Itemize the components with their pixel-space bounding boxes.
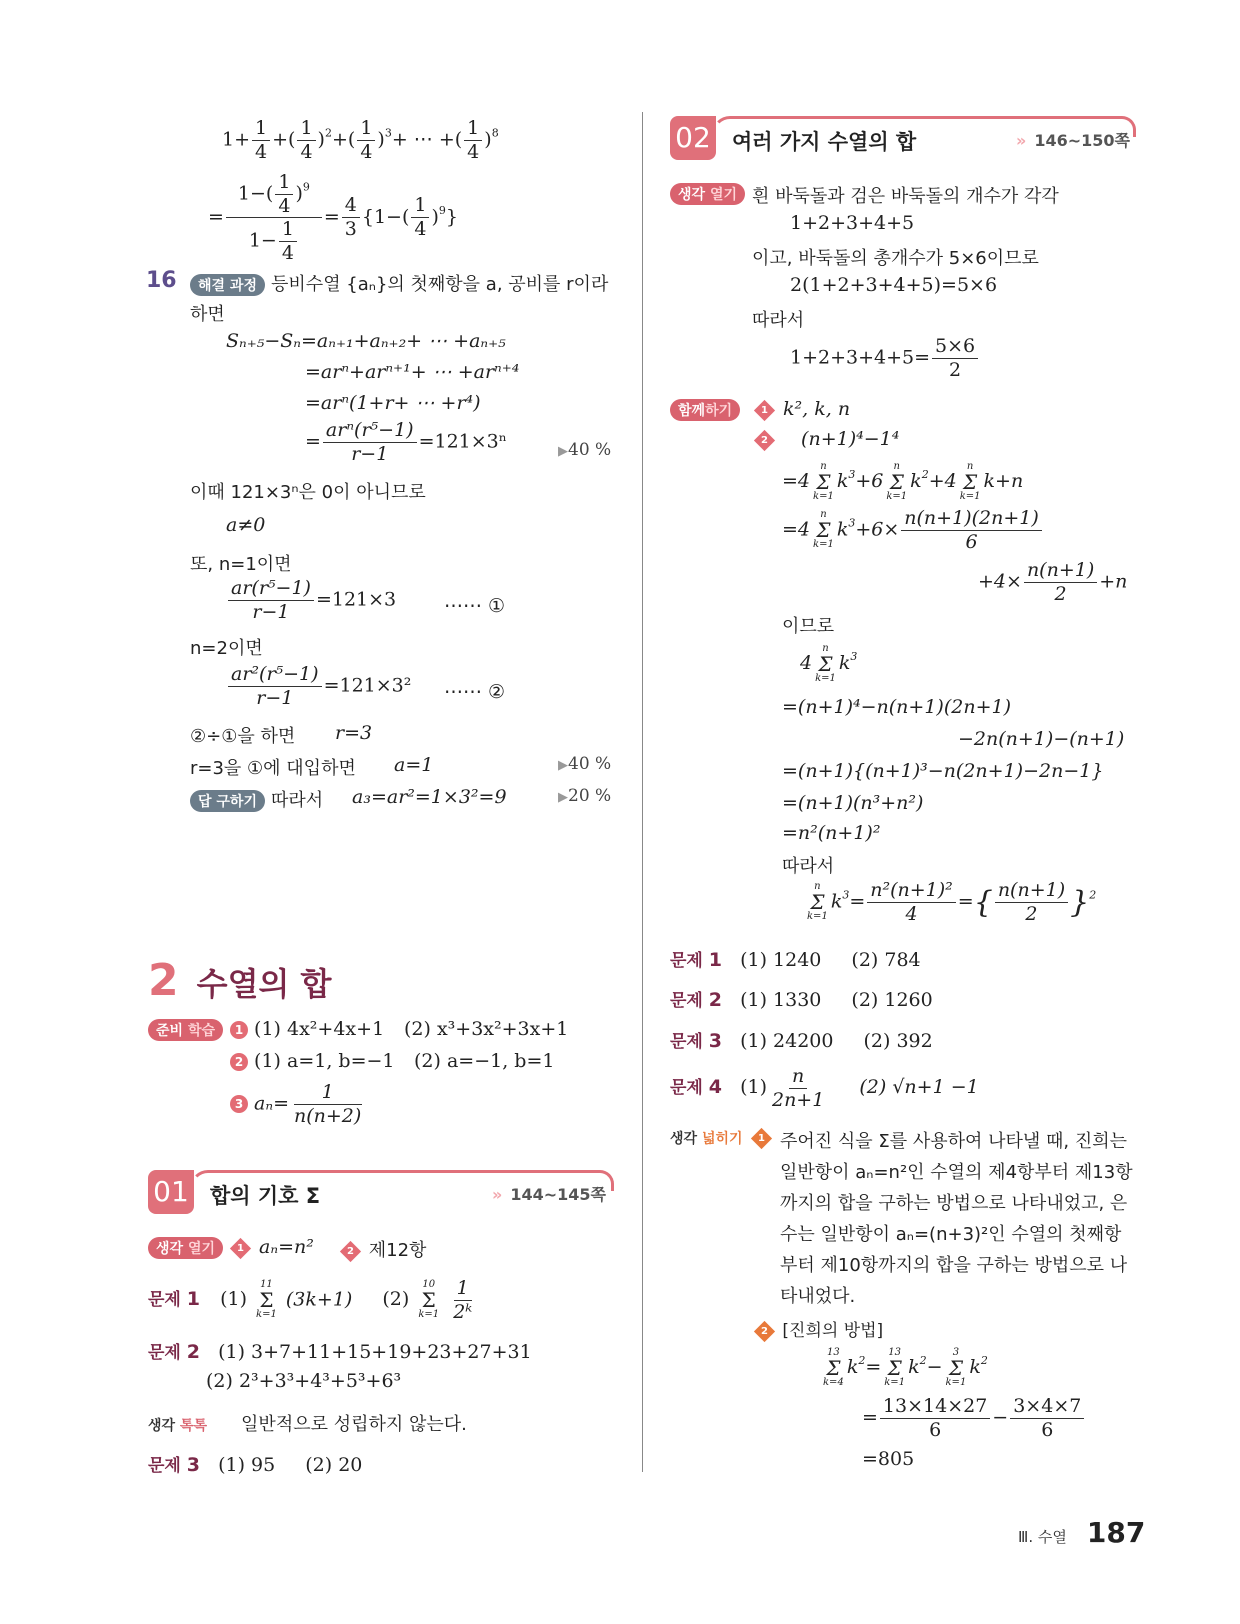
unit-01-header bbox=[148, 1170, 614, 1214]
w2-line4: +4× $\frac{n(n+1)}{2}$ +n bbox=[978, 559, 1128, 605]
problem-2: 문제 2 (1) 3+7+11+15+19+23+27+31 bbox=[148, 1341, 532, 1363]
problem-1-r: 문제 1 (1) 1240 (2) 784 bbox=[670, 949, 921, 971]
question-16 bbox=[146, 268, 177, 293]
unit-number: 02 bbox=[670, 116, 716, 160]
section-number: 2 bbox=[148, 955, 179, 1006]
answer-badge: 답 구하기 bbox=[190, 790, 265, 812]
unit-pages: » 144~145쪽 bbox=[492, 1185, 607, 1204]
ext2-line2: = $\frac{13\times 14\times 27}{6}$ − $\frac{3\times 4\times 7}{6}$ bbox=[862, 1396, 1086, 1441]
prev-calc-line2: = 1−( $\frac{1}{4}$ )$^9$ 1− $\frac{1}{4}$ = $\frac{4}{3}$ {1−( $\frac{1}{4}$ )$^9$} bbox=[208, 171, 458, 264]
process-badge: 해결 과정 bbox=[190, 274, 265, 296]
prep-item-2: 2 (1) a=1, b=−1 bbox=[230, 1050, 395, 1072]
think-open-badge-2: 생각 열기 bbox=[670, 182, 745, 205]
w2-final: n Σ k=1 $k^3=$ $\frac{\text{n²(n+1)²}}{4}$ ={ $\frac{n(n+1)}{2}$ }$^2$ bbox=[807, 879, 1097, 925]
unit-title: 여러 가지 수열의 합 bbox=[732, 130, 917, 154]
w2-line2: =4 n Σ k=1 $k^3+6$ n Σ k=1 $k^2+4$ n Σ k=1 k+n bbox=[782, 461, 1024, 502]
problem-3-r: 문제 3 (1) 24200 (2) 392 bbox=[670, 1030, 933, 1052]
w2-line3: =4 n Σ k=1 $k^3+6\times$ $\frac{n(n+1)(2n+1)}{6}$ bbox=[782, 508, 1044, 553]
column-divider bbox=[642, 112, 643, 1472]
score-40-b: ▶40 % bbox=[558, 754, 612, 774]
question-number: 16 bbox=[146, 268, 177, 293]
extend-text: 주어진 식을 Σ를 사용하여 나타낼 때, 진희는 일반항이 aₙ=n²인 수열의 제4항부터 제13항 까지의 합을 구하는 방법으로 나타내었고, 은 수는 일반항이 aₙ=(n+3)²인 수열의 첫째항 부터 제10항까지의 합을 구하는 방법으로 나 타내었다. bbox=[780, 1131, 1133, 1307]
q16-answer: 답 구하기 따라서 bbox=[190, 786, 323, 812]
problem-4-r: 문제 4 (1) $\frac{n}{2n+1}$ (2) √n+1 −1 bbox=[670, 1065, 979, 1111]
score-40-a: ▶40 % bbox=[558, 440, 612, 460]
prep-item-1: 1 (1) 4x²+4x+1 bbox=[230, 1018, 384, 1040]
think-open-badge: 생각 열기 bbox=[148, 1236, 223, 1259]
q16-eq4: = $\frac{\text{arⁿ(r⁵−1)}}{r-1}$ =121×3ⁿ bbox=[305, 419, 507, 465]
chevron-icon: » bbox=[1016, 131, 1027, 150]
q16-eq1: Sₙ₊₅−Sₙ=aₙ₊₁+aₙ₊₂+ ⋯ +aₙ₊₅ bbox=[226, 330, 506, 352]
page-footer bbox=[1018, 1516, 1145, 1549]
problem-2-r: 문제 2 (1) 1330 (2) 1260 bbox=[670, 989, 933, 1011]
chevron-icon: » bbox=[492, 1185, 503, 1204]
section-heading bbox=[148, 955, 331, 1006]
prev-calc-line1: 1+ $\frac{1}{4}$ +( $\frac{1}{4}$ )$^2$+( $\frac{1}{4}$ )$^3$+ ⋯ +( $\frac{1}{4}$ )$^8$ bbox=[222, 117, 499, 163]
think-extend: 생각 넓히기 1 bbox=[670, 1126, 774, 1148]
think-tok: 생각 톡톡 일반적으로 성립하지 않는다. bbox=[148, 1414, 467, 1435]
unit-pages: » 146~150쪽 bbox=[1016, 131, 1131, 150]
unit-number: 01 bbox=[148, 1170, 194, 1214]
page-number: 187 bbox=[1086, 1516, 1146, 1549]
w2-line5: 4 n Σ k=1 $k^3$ bbox=[800, 643, 858, 684]
problem-1: 문제 1 (1) 11 Σ k=1 (3k+1) (2) 10 Σ k=1 $\frac{1}{\text{2ᵏ}}$ bbox=[148, 1277, 473, 1323]
unit-02-header bbox=[670, 116, 1136, 160]
prep-badge: 준비 학습 bbox=[148, 1018, 223, 1041]
q16-eq2: =arⁿ+arⁿ⁺¹+ ⋯ +arⁿ⁺⁴ bbox=[305, 361, 520, 383]
prep-item-3: 3 aₙ= $\frac{1}{n(n+2)}$ bbox=[230, 1082, 366, 1127]
ext2-line1: 13 Σ k=4 $k^2=$ 13 Σ k=1 $k^2-$ 3 Σ k=1 $k^2$ bbox=[823, 1347, 988, 1388]
q16-eq5: $\frac{\text{ar(r⁵−1)}}{r-1}$ =121×3 bbox=[226, 578, 396, 623]
score-20: ▶20 % bbox=[558, 786, 612, 806]
section-title: 수열의 합 bbox=[196, 965, 332, 1003]
q16-intro: 해결 과정 등비수열 {aₙ}의 첫째항을 a, 공비를 r이라 bbox=[190, 270, 608, 296]
together-badge: 함께하기 bbox=[670, 398, 740, 421]
chapter-label: Ⅲ. 수열 bbox=[1018, 1528, 1067, 1546]
unit-title: 합의 기호 Σ bbox=[210, 1184, 321, 1208]
q16-eq6: $\frac{\text{ar²(r⁵−1)}}{r-1}$ =121×3² bbox=[226, 664, 411, 709]
problem-3: 문제 3 (1) 95 (2) 20 bbox=[148, 1454, 363, 1476]
q16-eq3: =arⁿ(1+r+ ⋯ +r⁴) bbox=[305, 392, 481, 414]
